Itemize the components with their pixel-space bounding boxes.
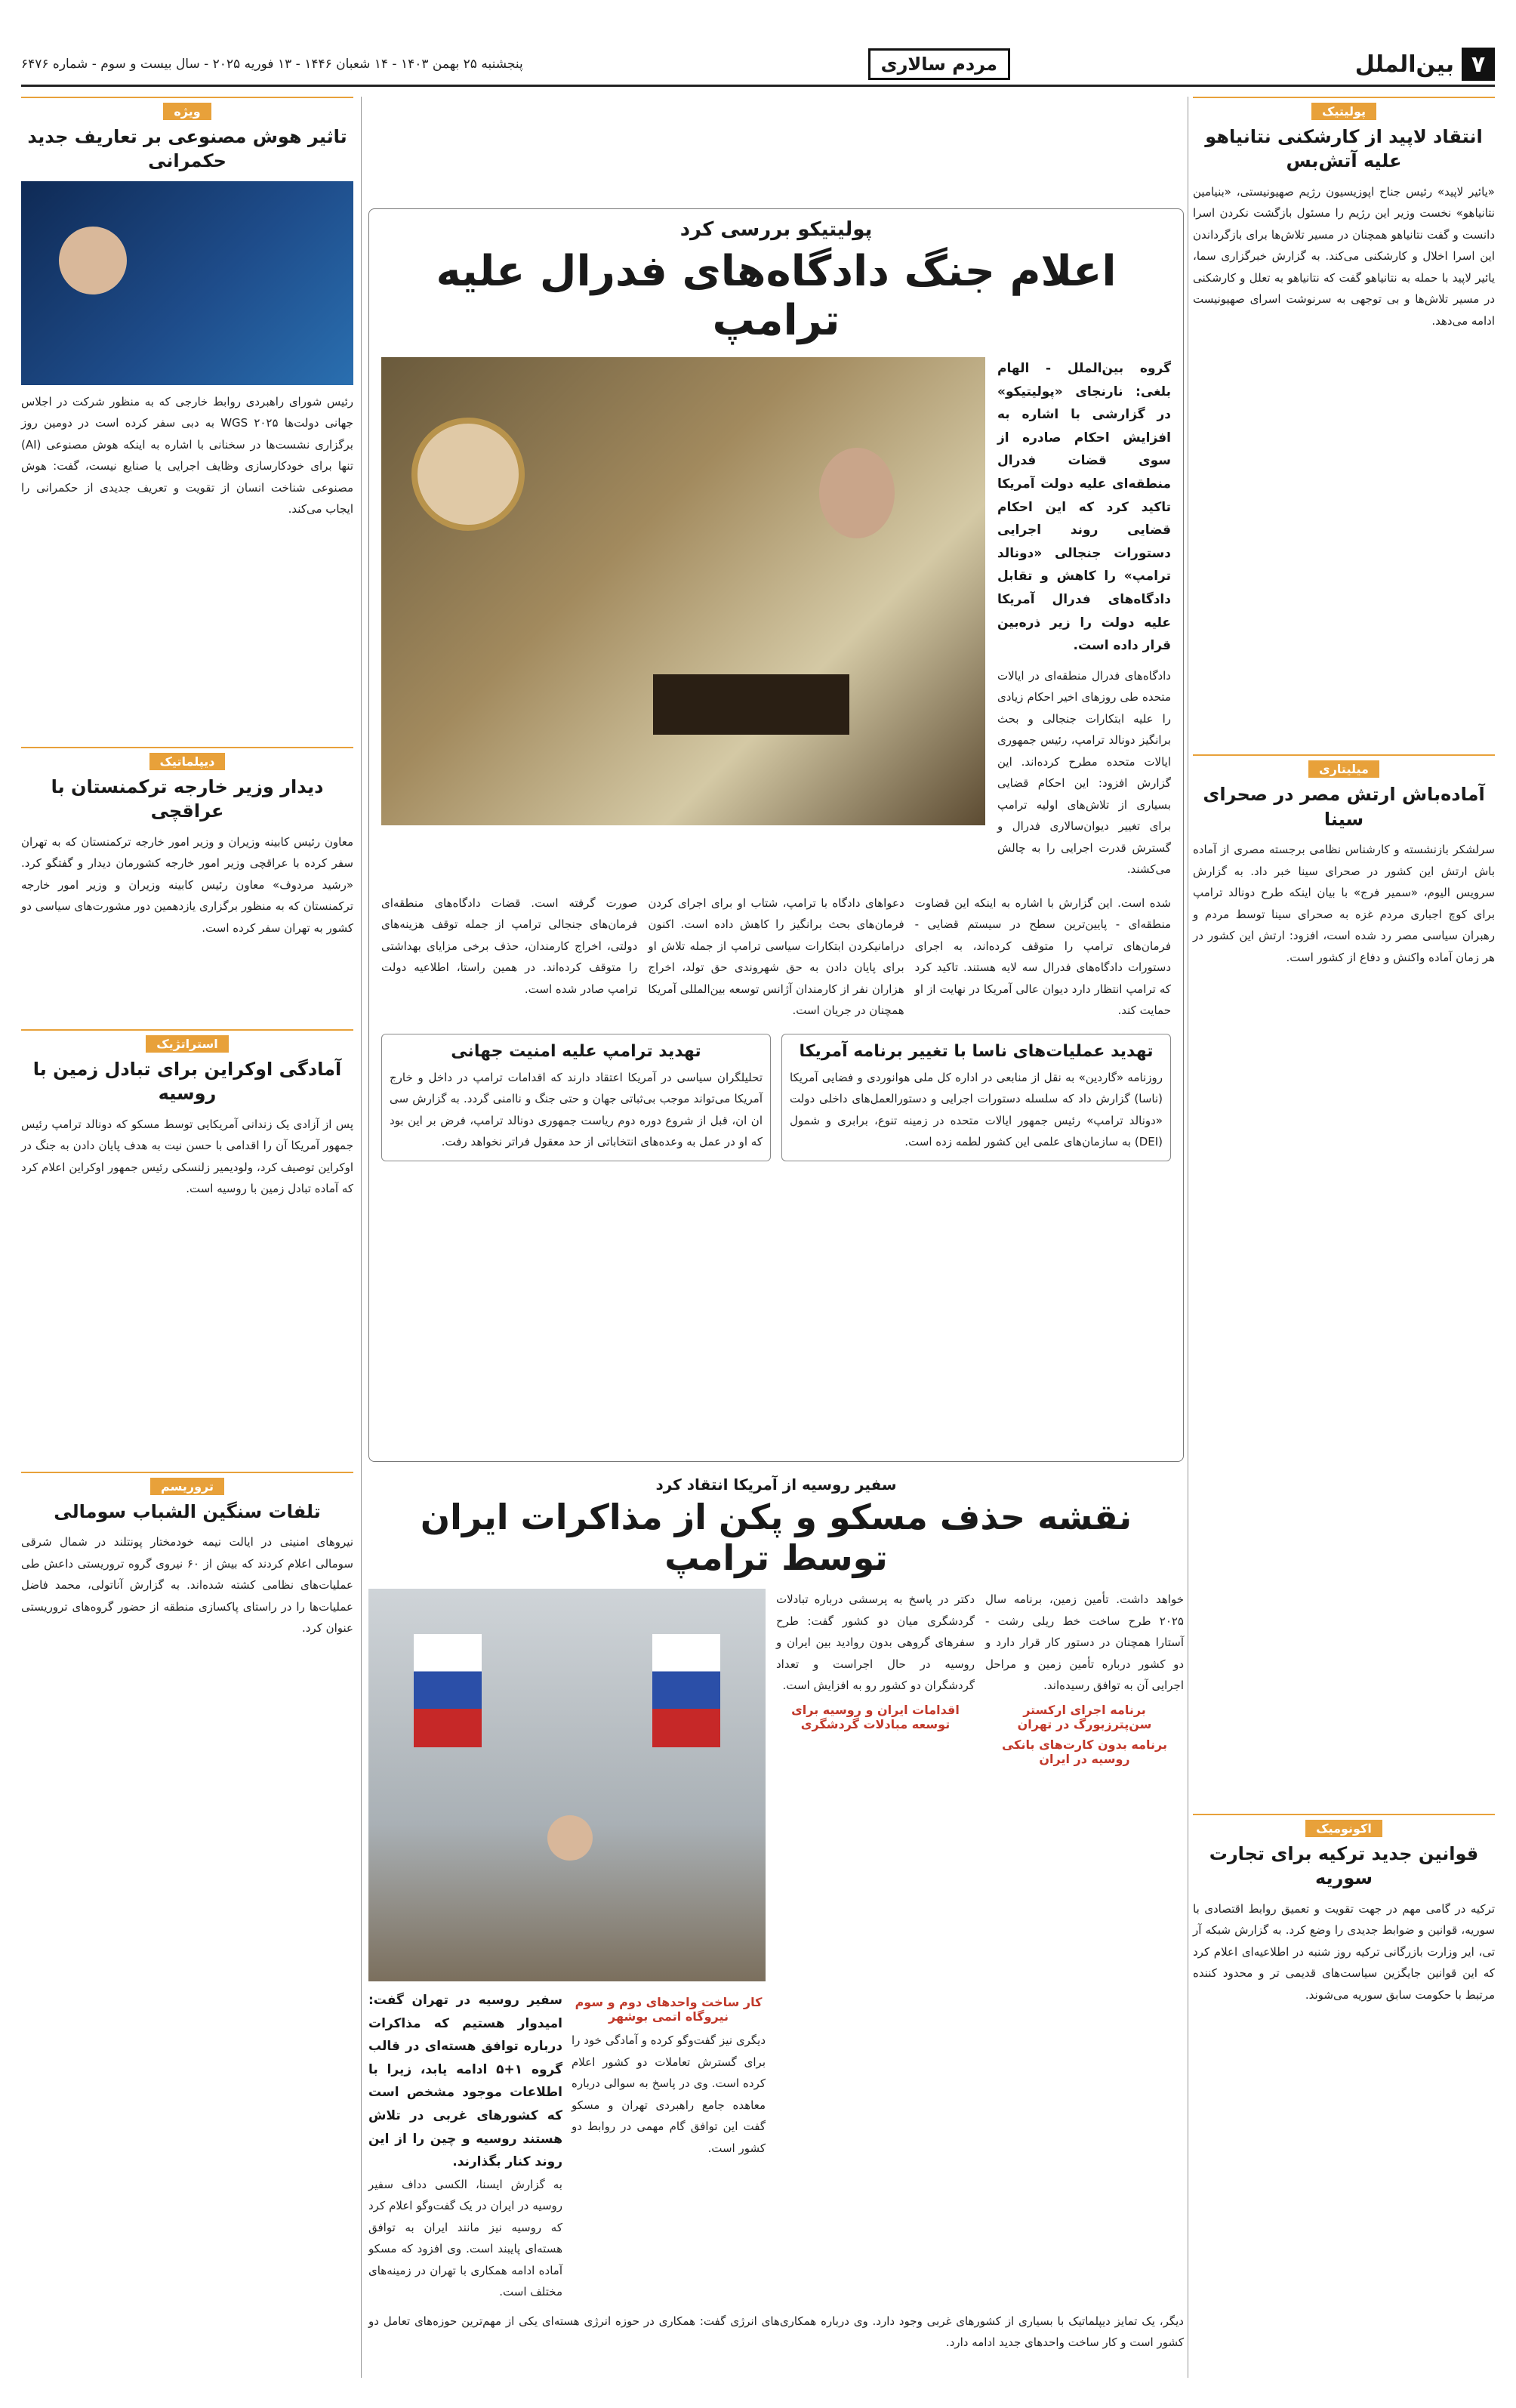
- flag: [652, 1634, 720, 1747]
- issue-line: پنجشنبه ۲۵ بهمن ۱۴۰۳ - ۱۴ شعبان ۱۴۴۶ - ۱۳ فوریه ۲۰۲۵ - سال بیست و سوم - شماره ۶۴۷۶: [21, 57, 523, 72]
- column-divider: [361, 97, 362, 2378]
- kicker: اکونومیک: [1305, 1820, 1382, 1837]
- sidebar-title: تهدید عملیات‌های ناسا با تغییر برنامه آمریکا: [799, 1041, 1154, 1061]
- story-title: قوانین جدید ترکیه برای تجارت سوریه: [1209, 1843, 1479, 1889]
- kicker: دیپلماتیک: [149, 753, 226, 770]
- flag: [414, 1634, 482, 1747]
- story-body: دیگر، یک تمایز دیپلماتیک با بسیاری از کشورهای غربی وجود دارد. وی درباره همکاری‌های انرژی گفت: همکاری در حوزه انرژی هسته‌ای یکی از مهم‌ترین حوزه‌های تعامل دو کشور است و کار ساخت واحدهای جدید ادامه دارد.: [368, 2314, 1184, 2350]
- story-body: معاون رئیس کابینه وزیران و وزیر امور خارجه ترکمنستان که به تهران سفر کرده با عراقچی وزیر امور خارجه کشورمان دیدار و گفتگو کرد. «رشید مردوف» معاون رئیس کابینه وزیران و وزیر امور خارجه ترکمنستان که به منظور برگزاری یازدهمین دور مشورت‌های سیاسی دو کشور به تهران سفر کرده است.: [21, 834, 353, 935]
- news-brief: [21, 1472, 353, 1639]
- section-title: بین‌الملل: [1354, 51, 1454, 78]
- conference-photo: [21, 181, 353, 385]
- document-folder: [653, 674, 849, 735]
- subheading: کار ساخت واحدهای دوم و سوم نیروگاه اتمی بوشهر: [575, 1995, 763, 2024]
- story-body: «یائیر لاپید» رئیس جناح اپوزیسیون رژیم صهیونیستی، «بنیامین نتانیاهو» نخست وزیر این رژیم را مسئول بازگشت نکردن اسرا دانست و گفت نتانیاهو همچنان در مسیر تلاش‌ها برای بازگرداندن این اسرا اخلال و کارشکنی می‌کند. به گزارش خبرگزاری سما، یائیر لاپید با حمله به نتانیاهو گفت که نتانیاهو به تعلل و کارشکنی در مسیر تلاش‌ها و بی توجهی به سرنوشت اسرای صهیونیست ادامه می‌دهد.: [1193, 184, 1495, 328]
- lead-body: دعواهای دادگاه با ترامپ، شتاب او برای اجرای کردن فرمان‌های بحث برانگیز را کاهش داده است. اکنون درامانیکردن ابتکارات سیاسی ترامپ از جمله تلاش او برای پایان دادن به حق شهروندی حق تولد، اخراج هزاران نفر از کارمندان آژانس توسعه بین‌المللی آمریکا همچنان در جریان است.: [648, 896, 904, 1018]
- lead-body: شده است. این گزارش با اشاره به اینکه این قضاوت منطقه‌ای - پایین‌ترین سطح در سیستم قضایی - فرمان‌های ترامپ را متوقف کرده‌اند، به اجرای دستورات دادگاه‌های فدرال سه لایه هستند. تاکید کرد که ترامپ انتظار دارد دیوان عالی آمریکا در نهایت از او حمایت کند.: [914, 896, 1171, 1018]
- kicker: پولیتیک: [1311, 103, 1376, 120]
- flags-photo: [368, 1589, 766, 1981]
- story-title: نقشه حذف مسکو و پکن از مذاکرات ایران توسط ترامپ: [420, 1497, 1132, 1578]
- story-lede: سفیر روسیه در تهران گفت: امیدوار هستیم که مذاکرات درباره توافق هسته‌ای در قالب گروه ۱+۵ ادامه یابد، زیرا با اطلاعات موجود مشخص است که کشورهای غربی در تلاش هستند روسیه و چین را از این روند کنار بگذارند.: [368, 1993, 563, 2170]
- story-title: آماده‌باش ارتش مصر در صحرای سینا: [1203, 784, 1485, 830]
- lead-title: اعلام جنگ دادگاه‌های فدرال علیه ترامپ: [436, 247, 1117, 345]
- news-brief: [1193, 754, 1495, 968]
- lead-body: صورت گرفته است. قضات دادگاه‌های منطقه‌ای فرمان‌های جنجالی ترامپ از جمله توقف هزینه‌های دولتی، اخراج کارمندان، حذف برخی مزایای بهداشتی را متوقف کرده‌اند. در همین راستا، اطلاعیه دولت ترامپ صادر شده است.: [381, 896, 638, 996]
- sidebar-box: [381, 1034, 771, 1161]
- story-title: تلفات سنگین الشباب سومالی: [54, 1500, 321, 1522]
- subheading: برنامه بدون کارت‌های بانکی روسیه در ایران: [1001, 1737, 1168, 1766]
- kicker: میلیتاری: [1308, 760, 1379, 778]
- news-brief: [1193, 97, 1495, 331]
- story-body: رئیس شورای راهبردی روابط خارجی که به منظور شرکت در اجلاس جهانی دولت‌ها WGS ۲۰۲۵ به دبی سفر کرده است در دومین روز برگزاری نشست‌ها در سخنانی با اشاره به اینکه هوش مصنوعی (AI) تنها برای خودکارسازی وظایف اجرایی یا صنایع نیست، گفت: هوش مصنوعی شناخت انسان از تقویت و تعریف جدیدی از حکمرانی را ایجاب می‌کند.: [21, 394, 353, 516]
- section-tag: [1355, 48, 1495, 81]
- story-body: خواهد داشت. تأمین زمین، برنامه سال ۲۰۲۵ طرح ساخت خط ریلی رشت - آستارا همچنان در دستور کار قرار دارد و دو کشور درباره تأمین زمین و مراحل اجرایی آن به توافق رسیده‌اند.: [985, 1592, 1184, 1692]
- story-body: دکتر در پاسخ به پرسشی درباره تبادلات گردشگری میان دو کشور گفت: طرح سفرهای گروهی بدون روادید بین ایران و روسیه در حال اجراست و تعداد گردشگران دو کشور رو به افزایش است.: [776, 1592, 975, 1692]
- kicker: تروریسم: [150, 1478, 224, 1495]
- news-brief: [21, 747, 353, 939]
- subheading: اقدامات ایران و روسیه برای توسعه مبادلات گردشگری: [791, 1702, 960, 1731]
- story-body: به گزارش ایسنا، الکسی دداف سفیر روسیه در ایران در یک گفت‌وگو اعلام کرد که روسیه نیز مانند ایران به توافق هسته‌ای پایبند است. وی افزود که مسکو آماده ادامه همکاری با تهران در زمینه‌های مختلف است.: [368, 2177, 562, 2299]
- sidebar-box: [781, 1034, 1171, 1161]
- speaker-figure: [59, 227, 127, 294]
- middle-column: [368, 97, 1184, 2378]
- top-rule: [21, 85, 1495, 87]
- portrait-frame: [411, 418, 525, 531]
- right-column: [1193, 97, 1495, 2378]
- oval-office-photo: [381, 357, 985, 825]
- story-title: آمادگی اوکراین برای تبادل زمین با روسیه: [32, 1059, 342, 1105]
- lead-body: دادگاه‌های فدرال منطقه‌ای در ایالات متحده طی روزهای اخیر احکام زیادی را علیه ابتکارات جنجالی و بحث برانگیز دونالد ترامپ، رئیس جمهوری ایالات متحده مطرح کرده‌اند. این گزارش افزود: این احکام قضایی بسیاری از تلاش‌های اولیه ترامپ برای تغییر دیوان‌سالاری فدرال و گسترش قدرت اجرایی را به چالش می‌کشند.: [997, 668, 1171, 877]
- sidebar-title: تهدید ترامپ علیه امنیت جهانی: [451, 1041, 701, 1061]
- ambassador-figure: [547, 1815, 593, 1861]
- kicker: ویژه: [163, 103, 211, 120]
- story-body: پس از آزادی یک زندانی آمریکایی توسط مسکو که دونالد ترامپ رئیس جمهور آمریکا آن را اقدامی با حسن نیت به هدف پایان دادن به جنگ در اوکراین توصیف کرد، ولودیمیر زلنسکی رئیس جمهور اوکراین اعلام کرد که آماده تبادل زمین با روسیه است.: [21, 1117, 353, 1196]
- sidebar-body: تحلیلگران سیاسی در آمریکا اعتقاد دارند که اقدامات ترامپ در داخل و خارج آمریکا می‌تواند موجب بی‌ثباتی جهان و حتی جنگ و ناامنی گردد. به گزارش سی ان ان، قبل از شروع دوره دوم ریاست جمهوری دونالد ترامپ، فرض بر این بود که او در عمل به وعده‌های انتخاباتی از حد معقول فراتر نخواهد رفت.: [390, 1070, 763, 1149]
- lead-lede: گروه بین‌الملل - الهام بلغی: نارنجای «پولیتیکو» در گزارشی با اشاره به افزایش احکام صادره از سوی قضات فدرال منطقه‌ای علیه دولت آمریکا تاکید کرد که این احکام قضایی روند اجرایی دستورات جنجالی «دونالد ترامپ» را کاهش و تقابل دادگاه‌های فدرال آمریکا علیه دولت را زیر ذره‌بین قرار داده است.: [997, 361, 1171, 654]
- sidebar-body: روزنامه «گاردین» به نقل از منابعی در اداره کل ملی هوانوردی و فضایی آمریکا (ناسا) گزارش داد که سلسله دستورات اجرایی و دستورالعمل‌های داخلی دولت «دونالد ترامپ» رئیس جمهور ایالات متحده در زمینه تنوع، برابری و شمول (DEI) به سازمان‌های علمی این کشور لطمه زده است.: [790, 1070, 1163, 1149]
- second-story: [368, 1475, 1184, 2378]
- page-number: ۷: [1462, 48, 1495, 81]
- story-title: انتقاد لاپید از کارشکنی نتانیاهو علیه آتش‌بس: [1205, 126, 1483, 172]
- story-body: دیگری نیز گفت‌وگو کرده و آمادگی خود را برای گسترش تعاملات دو کشور اعلام کرده است. وی در پاسخ به سوالی درباره معاهده جامع راهبردی تهران و مسکو گفت این توافق گام مهمی در روابط دو کشور است.: [572, 2033, 766, 2155]
- figure-head: [819, 448, 895, 538]
- story-kicker: سفیر روسیه از آمریکا انتقاد کرد: [655, 1475, 897, 1494]
- story-body: سرلشکر بازنشسته و کارشناس نظامی برجسته مصری از آماده باش ارتش این کشور در صحرای سینا خبر داد. به گزارش سرویس الیوم، «سمیر فرج» با بیان اینکه طرح دونالد ترامپ برای کوچ اجباری مردم غزه به صحرای سینا توسط مردم و رهبران سیاسی مصر رد شده است، افزود: ارتش این کشور در هر زمان آماده واکنش و دفاع از کشور است.: [1193, 843, 1495, 964]
- lead-supertitle: پولیتیکو بررسی کرد: [679, 218, 873, 241]
- masthead: [21, 45, 1495, 83]
- news-brief: [21, 97, 353, 520]
- kicker: استراتژیک: [146, 1035, 229, 1053]
- lead-story: [368, 208, 1184, 1462]
- subheading: برنامه اجرای ارکستر سن‌پترزبورگ در تهران: [1017, 1702, 1152, 1731]
- news-brief: [1193, 1814, 1495, 2006]
- story-title: دیدار وزیر خارجه ترکمنستان با عراقچی: [51, 775, 324, 822]
- newspaper-logo: مردم سالاری: [868, 48, 1010, 80]
- news-brief: [21, 1029, 353, 1200]
- left-column: [21, 97, 353, 2378]
- story-title: تاثیر هوش مصنوعی بر تعاریف جدید حکمرانی: [27, 126, 347, 172]
- story-body: نیروهای امنیتی در ایالت نیمه خودمختار پونتلند در شمال شرقی سومالی اعلام کردند که بیش از ۶۰ نیروی گروه تروریستی داعش طی عملیات‌های نظامی کشته شده‌اند. به گزارش آناتولی، محمد فاضل عملیات‌ها را در راستای پاکسازی منطقه از حضور گروه‌های تروریستی عنوان کرد.: [21, 1535, 353, 1636]
- story-body: ترکیه در گامی مهم در جهت تقویت و تعمیق روابط اقتصادی با سوریه، قوانین و ضوابط جدیدی را وضع کرد. به گزارش شبکه آر تی، ایر وزارت بازرگانی ترکیه روز شنبه در اطلاعیه‌ای اعلام کرد که این قوانین جایگزین سیاست‌های قدیمی تر و محدود کننده مرتبط با حکومت سابق سوریه می‌شوند.: [1193, 1901, 1495, 2002]
